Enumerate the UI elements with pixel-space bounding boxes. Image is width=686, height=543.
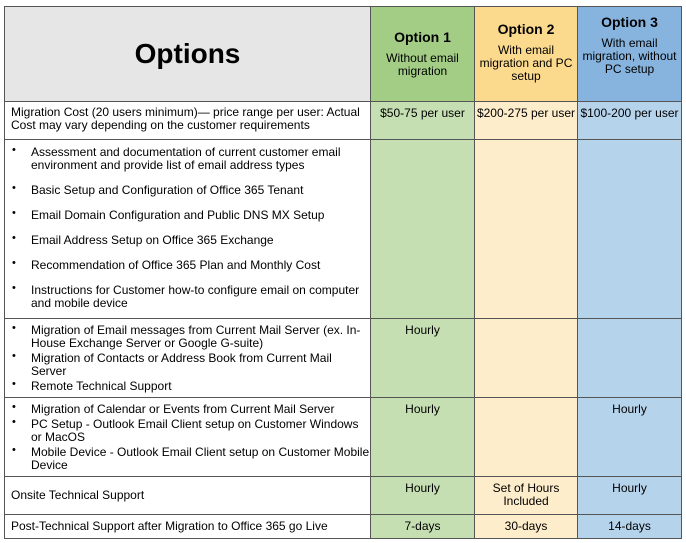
list-item: • Migration of Email messages from Current Mail Server (ex. In-House Exchange Server or Google G-suite) — [12, 322, 361, 350]
list-item: • Email Address Setup on Office 365 Exchange — [12, 232, 274, 247]
list-item: • Remote Technical Support — [12, 378, 172, 393]
list-item: • Migration of Contacts or Address Book from Current Mail Server — [12, 350, 332, 378]
onsite-option-3: Hourly — [578, 477, 682, 515]
bullet-icon: • — [12, 378, 16, 390]
post-option-1: 7-days — [371, 515, 475, 539]
post-option-2: 30-days — [475, 515, 578, 539]
list-item: • Instructions for Customer how-to configure email on computer and mobile device — [12, 282, 360, 310]
bullet-icon: • — [12, 401, 16, 413]
device-option-2 — [475, 398, 578, 477]
option-2-label: Option 2 — [497, 21, 555, 37]
device-cell — [5, 398, 371, 477]
setup-option-2 — [475, 140, 578, 319]
post-support-label: Post-Technical Support after Migration to Office 365 go Live — [5, 515, 371, 539]
option-3-header — [578, 7, 682, 102]
bullet-icon: • — [12, 144, 16, 156]
setup-row — [5, 140, 682, 319]
cost-option-3: $100-200 per user — [578, 102, 682, 140]
migration-option-3 — [578, 319, 682, 398]
device-row — [5, 398, 682, 477]
option-3-subtitle: With email migration, without PC setup — [582, 36, 677, 76]
device-option-3: Hourly — [578, 398, 682, 477]
table-title: Options — [134, 38, 241, 69]
device-list — [5, 403, 370, 472]
bullet-icon: • — [12, 322, 16, 334]
bullet-icon: • — [12, 207, 16, 219]
migration-list — [5, 324, 370, 393]
option-1-subtitle: Without email migration — [386, 51, 459, 78]
onsite-row — [5, 477, 682, 515]
setup-cell — [5, 140, 371, 319]
list-item: • Assessment and documentation of current customer email environment and provide list of email address types — [12, 144, 341, 172]
bullet-icon: • — [12, 350, 16, 362]
cost-row — [5, 102, 682, 140]
device-option-1: Hourly — [371, 398, 475, 477]
bullet-icon: • — [12, 232, 16, 244]
list-item: • Mobile Device - Outlook Email Client setup on Customer Mobile Device — [12, 444, 370, 472]
cost-option-1: $50-75 per user — [371, 102, 475, 140]
option-1-header — [371, 7, 475, 102]
setup-option-3 — [578, 140, 682, 319]
header-row — [5, 7, 682, 102]
list-item: • Migration of Calendar or Events from Current Mail Server — [12, 401, 335, 416]
cost-option-2: $200-275 per user — [475, 102, 578, 140]
options-table — [4, 6, 682, 539]
table-title-cell — [5, 7, 371, 102]
option-3-label: Option 3 — [601, 14, 658, 30]
migration-option-2 — [475, 319, 578, 398]
onsite-option-1: Hourly — [371, 477, 475, 515]
migration-option-1: Hourly — [371, 319, 475, 398]
post-option-3: 14-days — [578, 515, 682, 539]
bullet-icon: • — [12, 444, 16, 456]
post-support-row — [5, 515, 682, 539]
migration-row — [5, 319, 682, 398]
setup-list — [5, 146, 370, 310]
list-item: • PC Setup - Outlook Email Client setup on Customer Windows or MacOS — [12, 416, 359, 444]
option-2-header — [475, 7, 578, 102]
list-item: • Basic Setup and Configuration of Office 365 Tenant — [12, 182, 304, 197]
bullet-icon: • — [12, 257, 16, 269]
list-item: • Email Domain Configuration and Public DNS MX Setup — [12, 207, 325, 222]
bullet-icon: • — [12, 282, 16, 294]
option-1-label: Option 1 — [394, 29, 451, 45]
onsite-label: Onsite Technical Support — [5, 477, 371, 515]
list-item: • Recommendation of Office 365 Plan and Monthly Cost — [12, 257, 321, 272]
migration-cell — [5, 319, 371, 398]
cost-label: Migration Cost (20 users minimum)— price range per user: Actual Cost may vary depending on the customer requirements — [5, 102, 371, 140]
onsite-option-2: Set of Hours Included — [475, 477, 578, 515]
bullet-icon: • — [12, 182, 16, 194]
bullet-icon: • — [12, 416, 16, 428]
option-2-subtitle: With email migration and PC setup — [479, 43, 573, 83]
setup-option-1 — [371, 140, 475, 319]
